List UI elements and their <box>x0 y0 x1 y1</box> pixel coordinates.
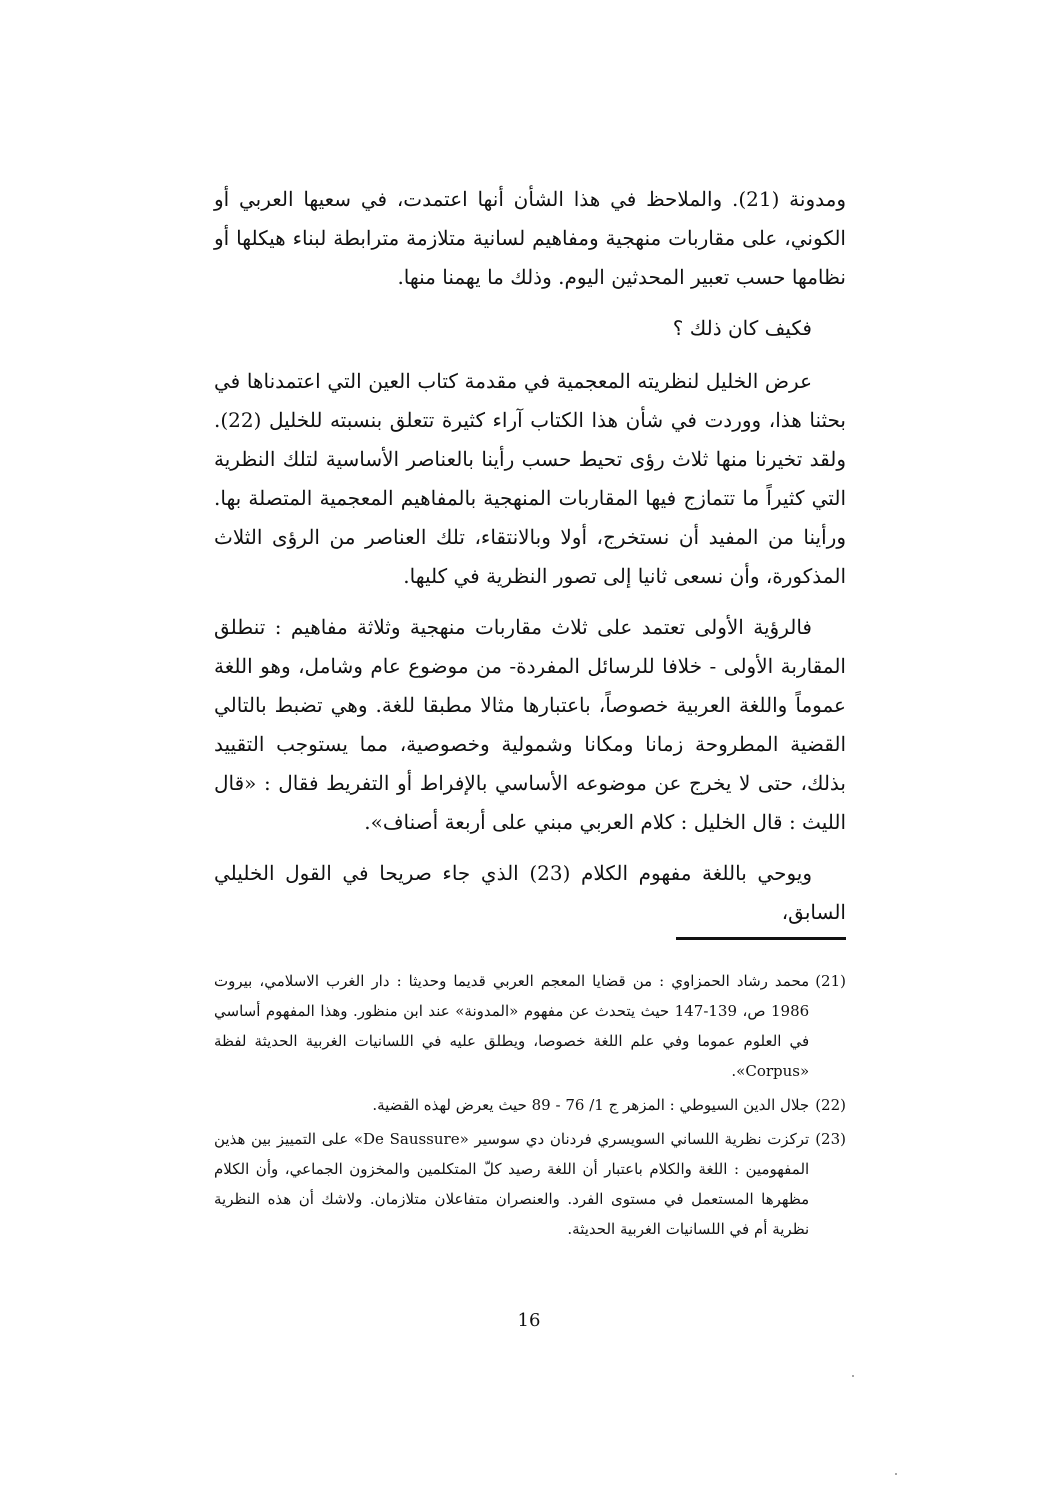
footnote-number: (23) <box>815 1130 846 1148</box>
body-text <box>214 180 846 944</box>
footnote-22 <box>214 1090 846 1120</box>
footnote-number: (21) <box>815 972 846 990</box>
footnote-21 <box>214 966 846 1086</box>
footnote-23 <box>214 1124 846 1244</box>
footnote-number: (22) <box>815 1096 846 1114</box>
paragraph-2: عرض الخليل لنظريته المعجمية في مقدمة كتاب العين التي اعتمدناها في بحثنا هذا، ووردت في شأن هذا الكتاب آراء كثيرة تتعلق بنسبته للخليل (22). ولقد تخيرنا منها ثلاث رؤى تحيط حسب رأينا بالعناصر الأساسية لتلك النظرية التي كثيراً ما تتمازج فيها المقاربات المنهجية بالمفاهيم المعجمية المتصلة بها. ورأينا من المفيد أن نستخرج، أولا وبالانتقاء، تلك العناصر من الرؤى الثلاث المذكورة، وأن نسعى ثانيا إلى تصور النظرية في كليها. <box>214 369 847 588</box>
scan-speck <box>895 1473 897 1475</box>
scan-speck <box>852 1375 854 1377</box>
paragraph-1: ومدونة (21). والملاحظ في هذا الشأن أنها اعتمدت، في سعيها العربي أو الكوني، على مقاربات منهجية ومفاهيم لسانية متلازمة مترابطة لبناء هيكلها أو نظامها حسب تعبير المحدثين اليوم. وذلك ما يهمنا منها. <box>214 187 846 289</box>
paragraph-3: فالرؤية الأولى تعتمد على ثلاث مقاربات منهجية وثلاثة مفاهيم : تنطلق المقاربة الأولى - خلافا للرسائل المفردة- من موضوع عام وشامل، وهو اللغة عموماً واللغة العربية خصوصاً، باعتبارها مثالا مطبقا للغة. وهي تضبط بالتالي القضية المطروحة زمانا ومكانا وشمولية وخصوصية، مما يستوجب التقييد بذلك، حتى لا يخرج عن موضوعه الأساسي بالإفراط أو التفريط فقال : «قال الليث : قال الخليل : كلام العربي مبني على أربعة أصناف». <box>214 615 846 834</box>
footnote-separator <box>676 937 846 940</box>
footnote-text: محمد رشاد الحمزاوي : من قضايا المعجم العربي قديما وحديثا : دار الغرب الاسلامي، بيروت 1986 ص، 139-147 حيث يتحدث عن مفهوم «المدونة» عند ابن منظور. وهذا المفهوم أساسي في العلوم عموما وفي علم اللغة خصوصا، ويطلق عليه في اللسانيات الغربية الحديثة لفظة «Corpus». <box>214 972 810 1080</box>
paragraph-question: فكيف كان ذلك ؟ <box>672 316 812 340</box>
footnote-text: جلال الدين السيوطي : المزهر ج 1/ 76 - 89 حيث يعرض لهذه القضية. <box>372 1096 810 1114</box>
footnote-text: تركزت نظرية اللساني السويسري فردنان دي سوسير «De Saussure» على التمييز بين هذين المفهومين : اللغة والكلام باعتبار أن اللغة رصيد كلّ المتكلمين والمخزون الجماعي، وأن الكلام مظهرها المستعمل في مستوى الفرد. والعنصران متفاعلان متلازمان. ولاشك أن هذه النظرية نظرية أم في اللسانيات الغربية الحديثة. <box>214 1130 810 1238</box>
footnotes <box>214 966 846 1248</box>
paragraph-4: ويوحي باللغة مفهوم الكلام (23) الذي جاء صريحا في القول الخليلي السابق، <box>214 861 846 924</box>
page-number: 16 <box>517 1310 541 1331</box>
